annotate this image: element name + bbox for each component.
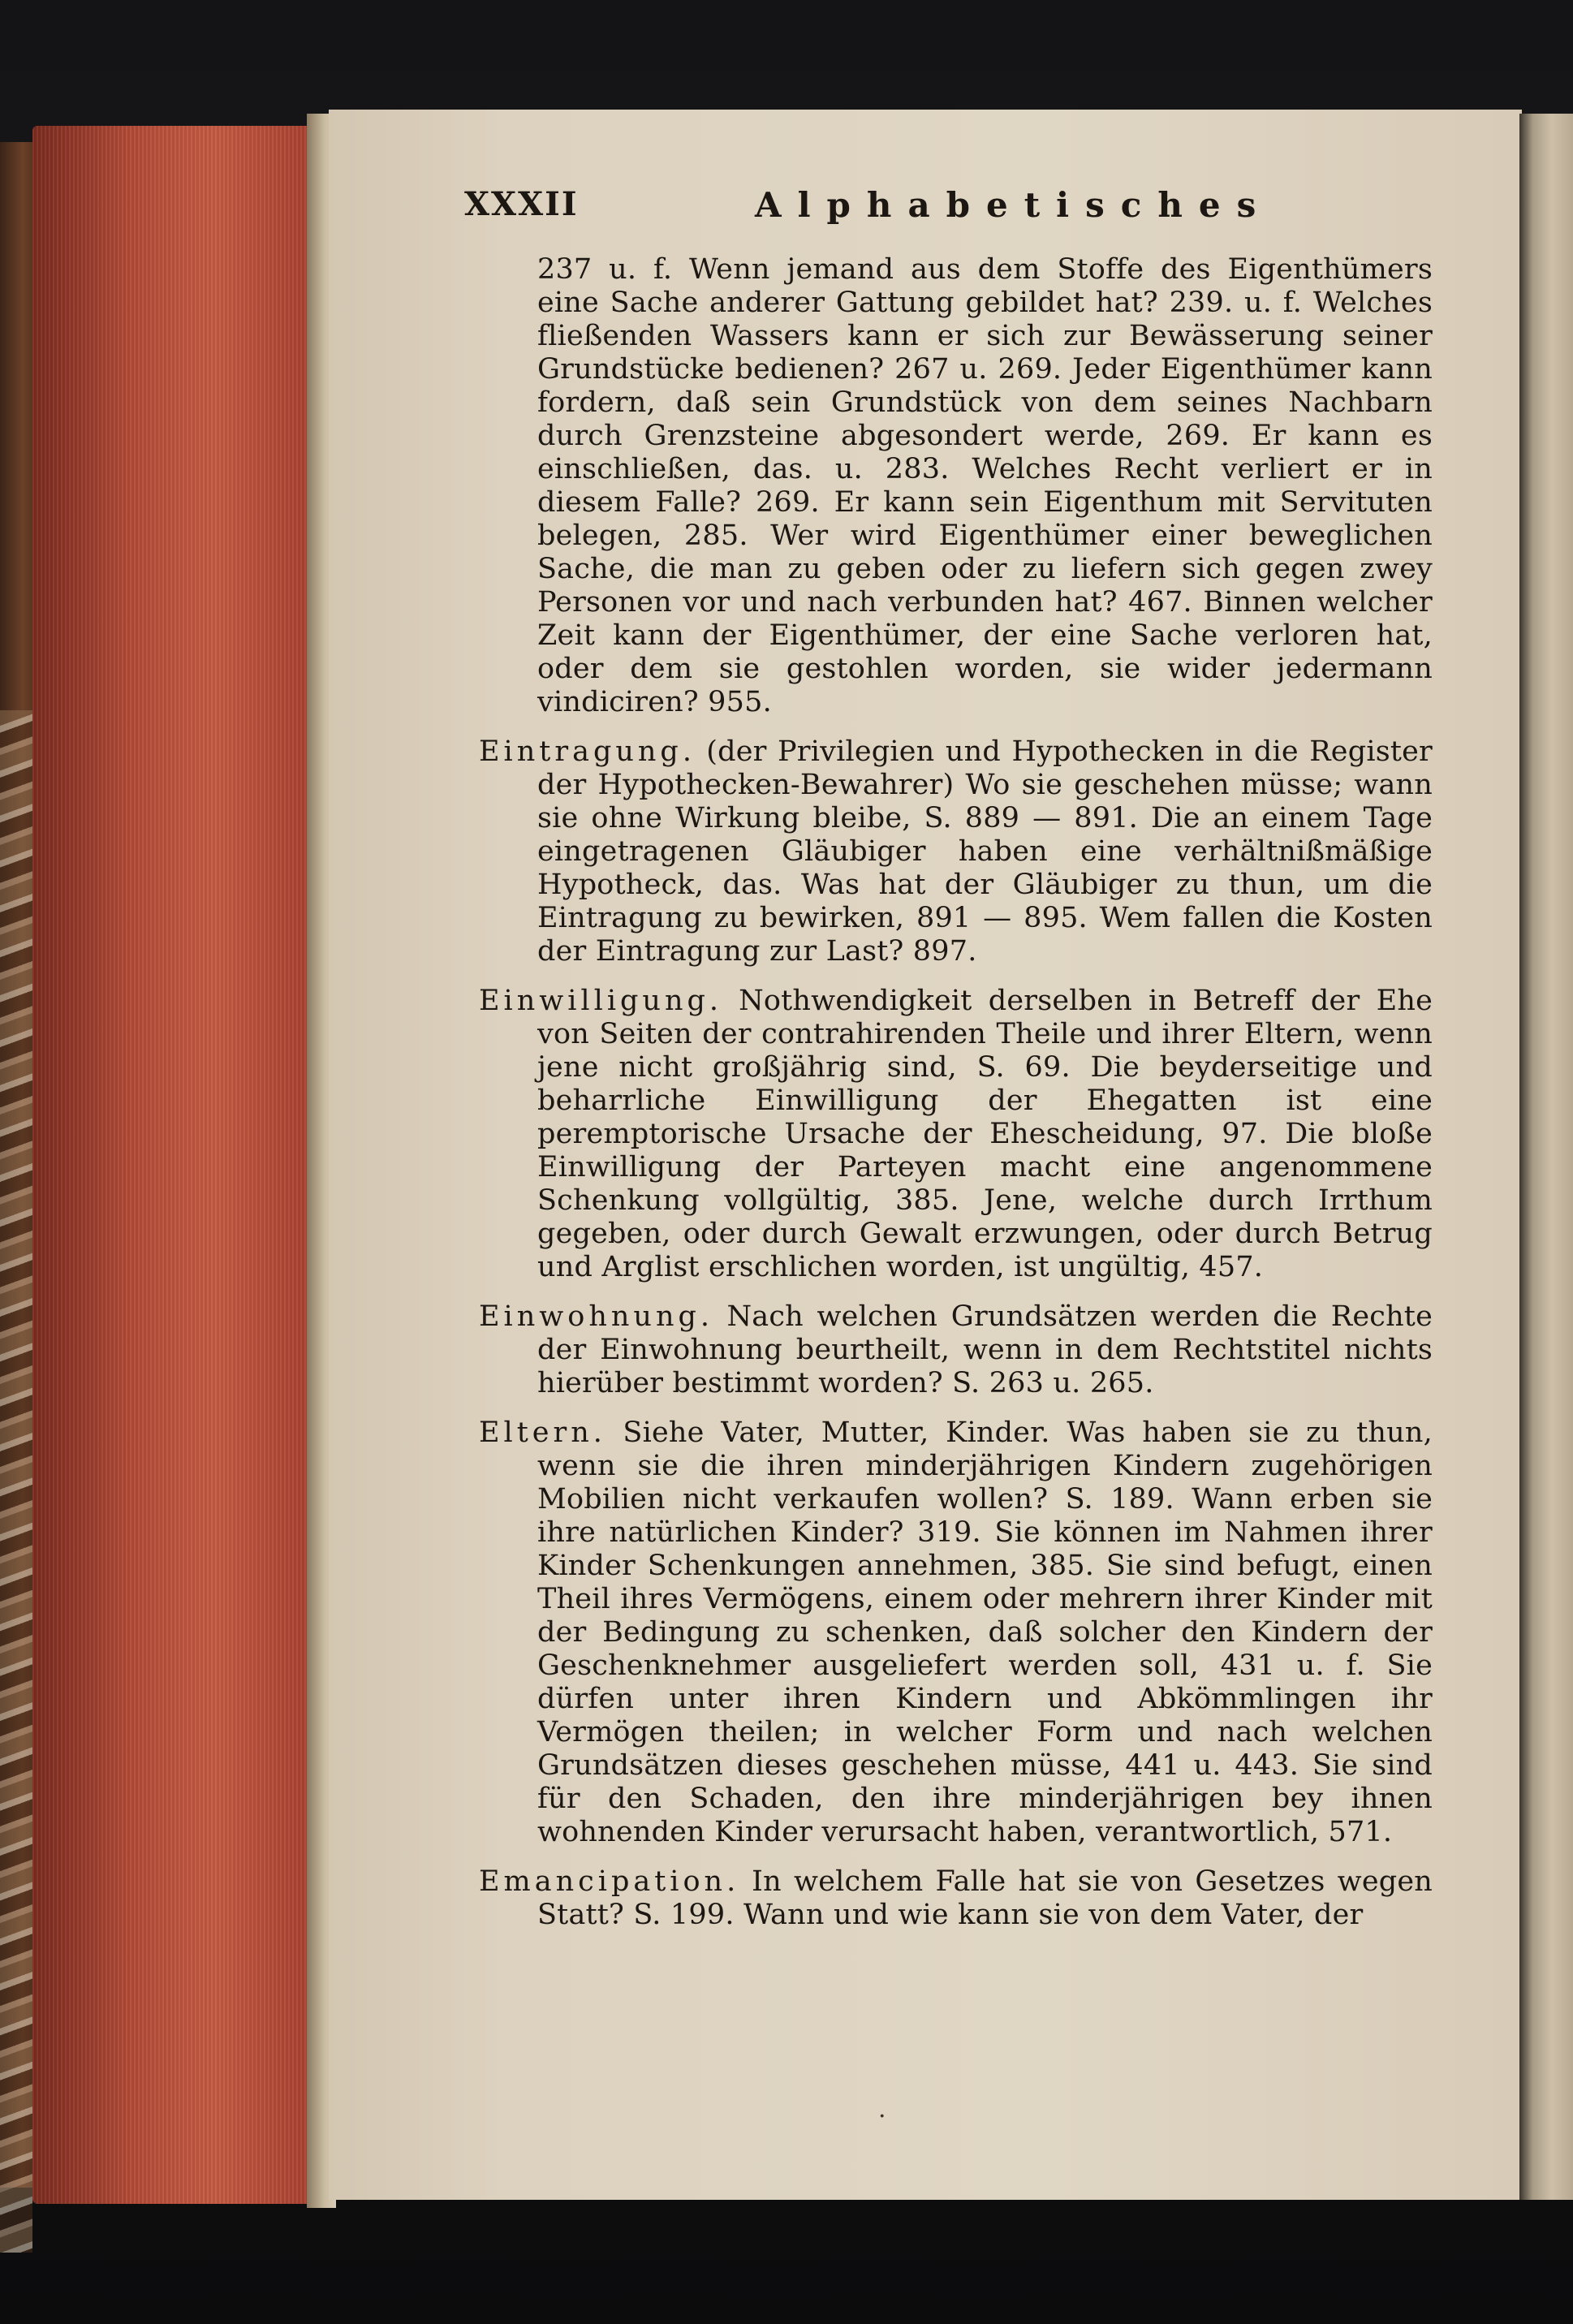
entry-text: In welchem Falle hat sie von Gesetzes wegen Statt? S. 199. Wann und wie kann sie von dem Vater, der [537,1865,1433,1931]
page-number: XXXII [464,185,579,223]
index-entry [479,1865,1433,1932]
entry-headword: Einwilligung. [479,985,723,1017]
ink-speck: · [878,2102,886,2131]
page-edges [32,126,312,2204]
entry-text: Siehe Vater, Mutter, Kinder. Was haben sie zu thun, wenn sie die ihren minderjährigen Kindern zugehörigen Mobilien nicht verkaufen wollen? S. 189. Wann erben sie ihre natürlichen Kinder? 319. Sie können im Nahmen ihrer Kinder Schenkungen annehmen, 385. Sie sind befugt, einen Theil ihres Vermögens, einem oder mehrern ihrer Kinder mit der Bedingung zu schenken, daß solcher den Kindern der Geschenknehmer ausgeliefert werden soll, 431 u. f. Sie dürfen unter ihren Kindern und Abkömmlingen ihr Vermögen theilen; in welcher Form und nach welchen Grundsätzen dieses geschehen müsse, 441 u. 443. Sie sind für den Schaden, den ihre minderjährigen bey ihnen wohnenden Kinder verursacht haben, verantwortlich, 571. [537,1416,1433,1848]
entry-headword: Einwohnung. [479,1300,714,1333]
index-entry [479,1300,1433,1400]
index-text [479,253,1433,1948]
index-entry [479,1416,1433,1849]
running-head: Alphabetisches [755,185,1273,225]
entry-text: Nothwendigkeit derselben in Betreff der Ehe von Seiten der contrahirenden Theile und ihrer Eltern, wenn jene nicht großjährig sind, S. 69. Die beyderseitige und beharrliche Einwilligung der Ehegatten ist eine peremptorische Ursache der Ehescheidung, 97. Die bloße Einwilligung der Parteyen macht eine angenommene Schenkung vollgültig, 385. Jene, welche durch Irrthum gegeben, oder durch Gewalt erzwungen, oder durch Betrug und Arglist erschlichen worden, ist ungültig, 457. [537,985,1433,1283]
entry-text: Nach welchen Grundsätzen werden die Rechte der Einwohnung beurtheilt, wenn in dem Rechtstitel nichts hierüber bestimmt worden? S. 263 u. 265. [537,1300,1433,1399]
index-entry [479,985,1433,1284]
entry-text: 237 u. f. Wenn jemand aus dem Stoffe des Eigenthümers eine Sache anderer Gattung gebildet hat? 239. u. f. Welches fließenden Wassers kann er sich zur Bewässerung seiner Grundstücke bedienen? 267 u. 269. Jeder Eigenthümer kann fordern, daß sein Grundstück von dem seines Nachbarn durch Grenzsteine abgesondert werde, 269. Er kann es einschließen, das. u. 283. Welches Recht verliert er in diesem Falle? 269. Er kann sein Eigenthum mit Servituten belegen, 285. Wer wird Eigenthümer einer beweglichen Sache, die man zu geben oder zu liefern sich gegen zwey Personen vor und nach verbunden hat? 467. Binnen welcher Zeit kann der Eigenthümer, der eine Sache verloren hat, oder dem sie gestohlen worden, sie wider jedermann vindiciren? 955. [537,253,1433,718]
entry-headword: Emancipation. [479,1865,740,1898]
index-entry [479,253,1433,719]
facing-page-edge [1519,114,1573,2200]
entry-headword: Eltern. [479,1416,606,1449]
index-entry [479,735,1433,968]
entry-headword: Eintragung. [479,735,696,768]
entry-text: (der Privilegien und Hypothecken in die Register der Hypothecken-Bewahrer) Wo sie geschehen müsse; wann sie ohne Wirkung bleibe, S. 889 — 891. Die an einem Tage eingetragenen Gläubiger haben eine verhältnißmäßige Hypotheck, das. Was hat der Gläubiger zu thun, um die Eintragung zu bewirken, 891 — 895. Wem fallen die Kosten der Eintragung zur Last? 897. [537,735,1433,968]
cover-marbling [0,710,32,2253]
